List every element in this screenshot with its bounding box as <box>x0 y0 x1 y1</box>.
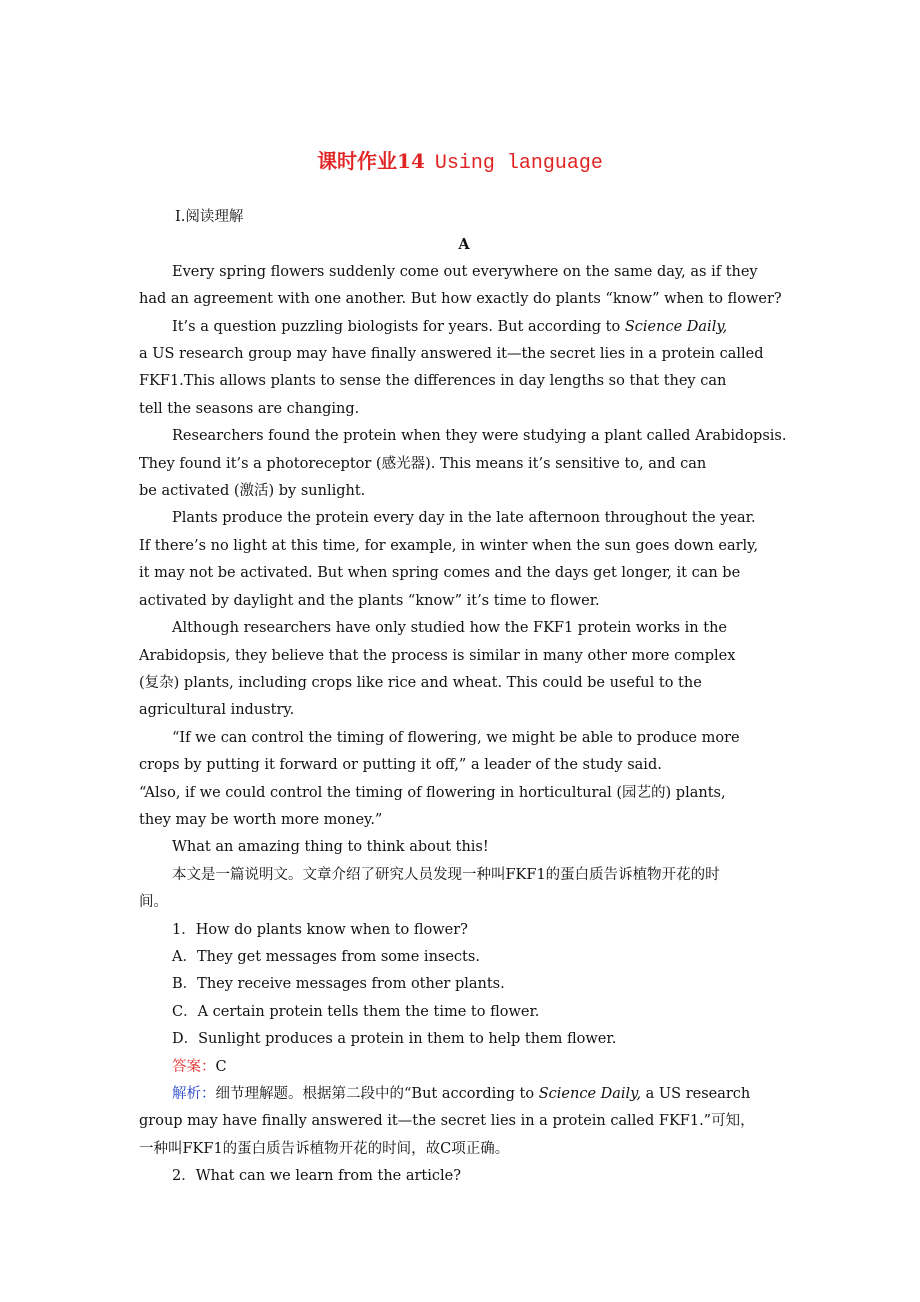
passage-line <box>139 396 789 423</box>
passage-line <box>139 505 789 532</box>
analysis-label: 解析： <box>172 1086 216 1102</box>
passage-label: A <box>458 236 470 254</box>
passage-line <box>139 478 789 505</box>
passage-line-text: Plants produce the protein every day in the late afternoon throughout the year. <box>172 510 756 527</box>
passage-line <box>139 314 789 341</box>
passage-line <box>139 341 789 368</box>
analysis-line-1 <box>139 1081 789 1108</box>
passage-line-text: crops by putting it forward or putting it off,” a leader of the study said. <box>139 757 662 774</box>
passage-line <box>139 286 789 313</box>
passage-line-text: D．Sunlight produces a protein in them to help them flower. <box>172 1031 617 1048</box>
passage-line <box>139 807 789 834</box>
passage-line <box>139 368 789 395</box>
passage-line-text: C．A certain protein tells them the time to flower. <box>172 1003 540 1020</box>
analysis-line-2: group may have finally answered it—the secret lies in a protein called FKF1.”可知， <box>139 1113 755 1130</box>
passage-line <box>139 999 789 1026</box>
passage-line <box>139 533 789 560</box>
passage-line <box>139 615 789 642</box>
passage-line-text: be activated (激活) by sunlight. <box>139 483 366 500</box>
page-title <box>0 145 920 175</box>
passage-line <box>139 752 789 779</box>
passage-line <box>139 588 789 615</box>
passage-line-text: 间。 <box>139 894 168 911</box>
title-en: Using language <box>434 152 603 175</box>
passage-line-text: Although researchers have only studied how the FKF1 protein works in the <box>172 620 727 637</box>
analysis-text-1b: a US research <box>641 1086 751 1102</box>
passage-line-text: “If we can control the timing of flowering, we might be able to produce more <box>172 729 740 746</box>
passage-line-text: Arabidopsis, they believe that the process is similar in many other more complex <box>139 647 736 664</box>
passage-line <box>139 259 789 286</box>
passage-line <box>139 451 789 478</box>
passage-line <box>139 889 789 916</box>
passage-line-text: What an amazing thing to think about this! <box>172 839 489 856</box>
passage-line-text: Every spring flowers suddenly come out everywhere on the same day, as if they <box>172 263 758 280</box>
passage-line-text: (复杂) plants, including crops like rice and wheat. This could be useful to the <box>139 674 702 691</box>
passage-line-text: they may be worth more money.” <box>139 811 383 828</box>
question-2: 2．What can we learn from the article? <box>172 1168 462 1185</box>
passage-line <box>139 643 789 670</box>
passage-line <box>139 944 789 971</box>
passage-line <box>139 780 789 807</box>
answer-line <box>139 1054 789 1081</box>
section-heading: Ⅰ.阅读理解 <box>175 209 244 225</box>
passage-line-text: tell the seasons are changing. <box>139 400 360 417</box>
passage-line-text: activated by daylight and the plants “know” it’s time to flower. <box>139 592 600 609</box>
passage-line-text: Researchers found the protein when they were studying a plant called Arabidopsis. <box>172 428 787 445</box>
passage-line-text: “Also, if we could control the timing of flowering in horticultural (园艺的) plants, <box>139 784 726 801</box>
passage-line <box>139 1026 789 1053</box>
passage-line-text: 1．How do plants know when to flower? <box>172 921 468 938</box>
passage-line-text: It’s a question puzzling biologists for years. But according to <box>172 318 625 335</box>
analysis-italic: Science Daily, <box>538 1086 642 1102</box>
passage-line <box>139 725 789 752</box>
passage-line-text: If there’s no light at this time, for example, in winter when the sun goes down early, <box>139 537 759 554</box>
passage-line <box>139 697 789 724</box>
answer-value: C <box>215 1058 227 1075</box>
passage-line <box>139 834 789 861</box>
passage-line <box>139 917 789 944</box>
passage-line <box>139 423 789 450</box>
passage-line <box>139 560 789 587</box>
passage-line <box>139 670 789 697</box>
passage-italic: Science Daily, <box>624 318 728 335</box>
passage-line-text: They found it’s a photoreceptor (感光器). This means it’s sensitive to, and can <box>139 455 707 472</box>
passage-line-text: B．They receive messages from other plants. <box>172 976 505 993</box>
analysis-line-3: 一种叫FKF1的蛋白质告诉植物开花的时间，故C项正确。 <box>139 1140 510 1157</box>
passage-line-text: 本文是一篇说明文。文章介绍了研究人员发现一种叫FKF1的蛋白质告诉植物开花的时 <box>172 866 720 883</box>
analysis-text-1a: 细节理解题。根据第二段中的“But according to <box>215 1086 539 1102</box>
passage-line-text: it may not be activated. But when spring comes and the days get longer, it can be <box>139 565 741 582</box>
passage-line-text: FKF1.This allows plants to sense the differences in day lengths so that they can <box>139 373 727 390</box>
passage-line-text: had an agreement with one another. But how exactly do plants “know” when to flower? <box>139 291 782 308</box>
passage <box>139 259 789 1054</box>
passage-line <box>139 862 789 889</box>
passage-line-text: a US research group may have finally answered it—the secret lies in a protein called <box>139 346 764 363</box>
passage-line-text: A．They get messages from some insects. <box>172 948 480 965</box>
answer-label: 答案： <box>172 1058 216 1075</box>
passage-line <box>139 971 789 998</box>
title-cn: 课时作业14 <box>317 149 425 173</box>
passage-line-text: agricultural industry. <box>139 702 295 719</box>
document-content <box>139 204 789 1191</box>
